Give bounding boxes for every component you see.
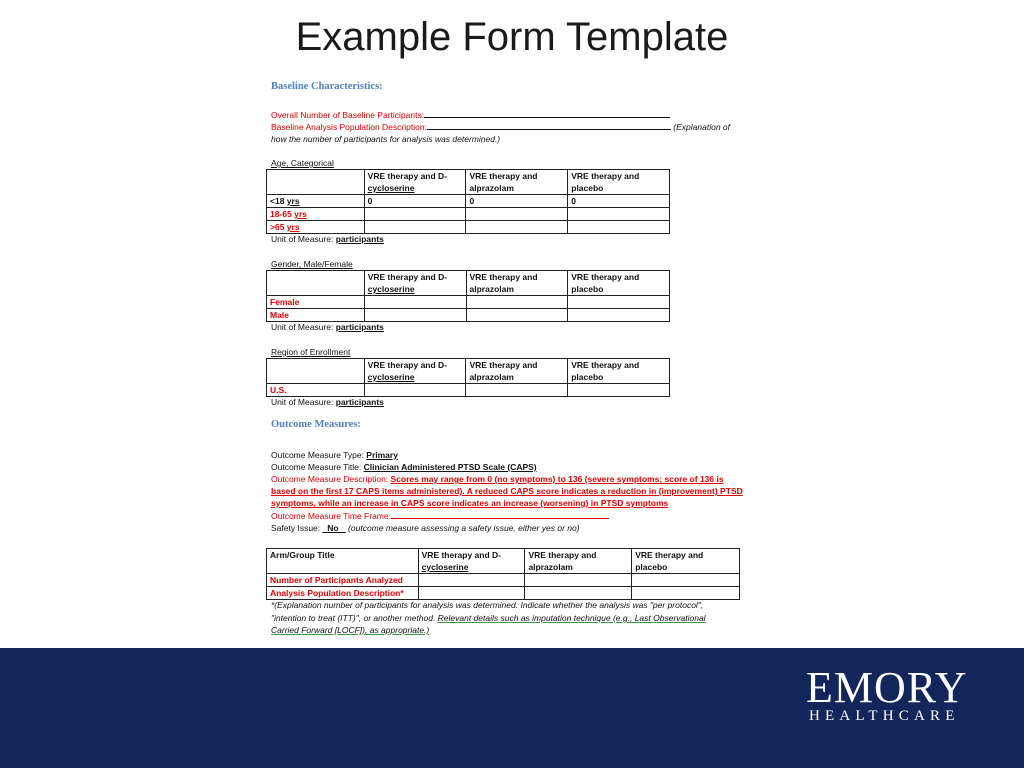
table-row [267, 296, 670, 309]
footnote-line-3: Carried Forward [LOCF]), as appropriate.) [271, 625, 430, 635]
table-cell [466, 384, 568, 397]
col-header-placebo: VRE therapy and placebo [568, 359, 670, 384]
col-header-placebo: VRE therapy and placebo [568, 170, 670, 195]
safety-note: (outcome measure assessing a safety issue, either yes or no) [348, 523, 580, 533]
logo-text: EMORY [806, 663, 968, 712]
timeframe-line: Outcome Measure Time Frame: [271, 510, 609, 523]
outcome-heading: Outcome Measures: [271, 419, 361, 430]
table-row [267, 587, 740, 600]
outcome-type-value: Primary [366, 450, 398, 460]
table-cell [364, 221, 466, 234]
explanation-text-a: (Explanation of [673, 122, 730, 132]
row-label: Analysis Population Description* [267, 587, 419, 600]
table-cell [364, 309, 466, 322]
outcome-title-value: Clinician Administered PTSD Scale (CAPS) [363, 462, 537, 472]
row-label: U.S. [267, 384, 365, 397]
unit-of-measure-line: Unit of Measure: participants [271, 397, 384, 407]
table-cell [568, 296, 670, 309]
table-cell [525, 574, 632, 587]
age-table [266, 169, 670, 234]
analysis-population-blank [427, 121, 671, 130]
safety-line: Safety Issue: No (outcome measure assessing a safety issue, either yes or no) [271, 523, 580, 533]
explanation-text-b: how the number of participants for analysis was determined.) [271, 134, 501, 144]
analysis-population-label: Baseline Analysis Population Description: [271, 122, 427, 132]
table-row [267, 384, 670, 397]
table-cell: 0 [568, 195, 670, 208]
col-header-alprazolam: VRE therapy and alprazolam [525, 549, 632, 574]
table-cell [418, 587, 525, 600]
table-cell [568, 208, 670, 221]
region-table [266, 358, 670, 397]
analysis-population-line [271, 121, 730, 134]
table-cell: 0 [466, 195, 568, 208]
row-label: 18-65 yrs [267, 208, 365, 221]
col-header-dcycloserine: VRE therapy and D- cycloserine [364, 359, 466, 384]
logo-subtext: HEALTHCARE [809, 708, 960, 724]
overall-participants-label: Overall Number of Baseline Participants: [271, 110, 425, 120]
gender-table [266, 270, 670, 322]
safety-value: No [327, 523, 339, 533]
arm-group-table [266, 548, 740, 600]
table-cell [632, 574, 740, 587]
slide-title: Example Form Template [295, 15, 729, 59]
gender-label: Gender, Male/Female [271, 259, 353, 269]
table-cell [364, 208, 466, 221]
table-header-row [267, 170, 670, 195]
table-cell [525, 587, 632, 600]
overall-participants-blank [424, 109, 670, 118]
table-header-row [267, 359, 670, 384]
unit-value: participants [335, 322, 384, 332]
row-label: Male [267, 309, 365, 322]
table-header-row [267, 271, 670, 296]
unit-of-measure-line: Unit of Measure: participants [271, 234, 384, 244]
table-header-row [267, 549, 740, 574]
outcome-desc-line-3: symptoms, while an increase in CAPS score indicates an increase (worsening) in PTSD symptoms [271, 498, 669, 508]
arm-group-title-header: Arm/Group Title [267, 549, 419, 574]
col-header-alprazolam: VRE therapy and alprazolam [466, 359, 568, 384]
col-header-dcycloserine: VRE therapy and D- cycloserine [364, 170, 466, 195]
row-label: <18 yrs [267, 195, 365, 208]
footnote-line-1: *(Explanation number of participants for analysis was determined. Indicate whether the analysis was "per protocol", [271, 600, 704, 610]
col-header-dcycloserine: VRE therapy and D- cycloserine [364, 271, 466, 296]
table-cell [466, 296, 568, 309]
unit-value: participants [335, 234, 384, 244]
table-cell [466, 309, 568, 322]
table-cell [466, 221, 568, 234]
table-cell [568, 384, 670, 397]
overall-participants-line [271, 109, 670, 122]
timeframe-blank [391, 510, 609, 519]
col-header-alprazolam: VRE therapy and alprazolam [466, 170, 568, 195]
row-label: >65 yrs [267, 221, 365, 234]
age-label: Age, Categorical [271, 158, 334, 168]
form-document [262, 72, 762, 648]
col-header-dcycloserine: VRE therapy and D- cycloserine [418, 549, 525, 574]
table-row [267, 208, 670, 221]
table-cell: 0 [364, 195, 466, 208]
col-header-placebo: VRE therapy and placebo [632, 549, 740, 574]
row-label: Number of Participants Analyzed [267, 574, 419, 587]
table-row [267, 195, 670, 208]
table-cell [632, 587, 740, 600]
table-cell [466, 208, 568, 221]
baseline-heading: Baseline Characteristics: [271, 81, 383, 92]
table-cell [364, 384, 466, 397]
region-label: Region of Enrollment [271, 347, 351, 357]
col-header-placebo: VRE therapy and placebo [568, 271, 670, 296]
unit-of-measure-line: Unit of Measure: participants [271, 322, 384, 332]
outcome-desc-line-2: based on the first 17 CAPS items administered). A reduced CAPS score indicates a reduction in (improvement) PTSD [271, 486, 743, 496]
outcome-desc-line-1: Outcome Measure Description: Scores may range from 0 (no symptoms) to 136 (severe symptoms; score of 136 is [271, 474, 724, 484]
table-row [267, 221, 670, 234]
table-row [267, 574, 740, 587]
footnote-line-2: "intention to treat (ITT)", or another method. Relevant details such as imputation technique (e.g., Last Observational [271, 613, 706, 623]
table-cell [568, 309, 670, 322]
col-header-alprazolam: VRE therapy and alprazolam [466, 271, 568, 296]
table-cell [364, 296, 466, 309]
table-cell [418, 574, 525, 587]
table-cell [568, 221, 670, 234]
unit-value: participants [335, 397, 384, 407]
row-label: Female [267, 296, 365, 309]
outcome-type-line: Outcome Measure Type: Primary [271, 450, 398, 460]
outcome-title-line: Outcome Measure Title: Clinician Administered PTSD Scale (CAPS) [271, 462, 537, 472]
table-row [267, 309, 670, 322]
